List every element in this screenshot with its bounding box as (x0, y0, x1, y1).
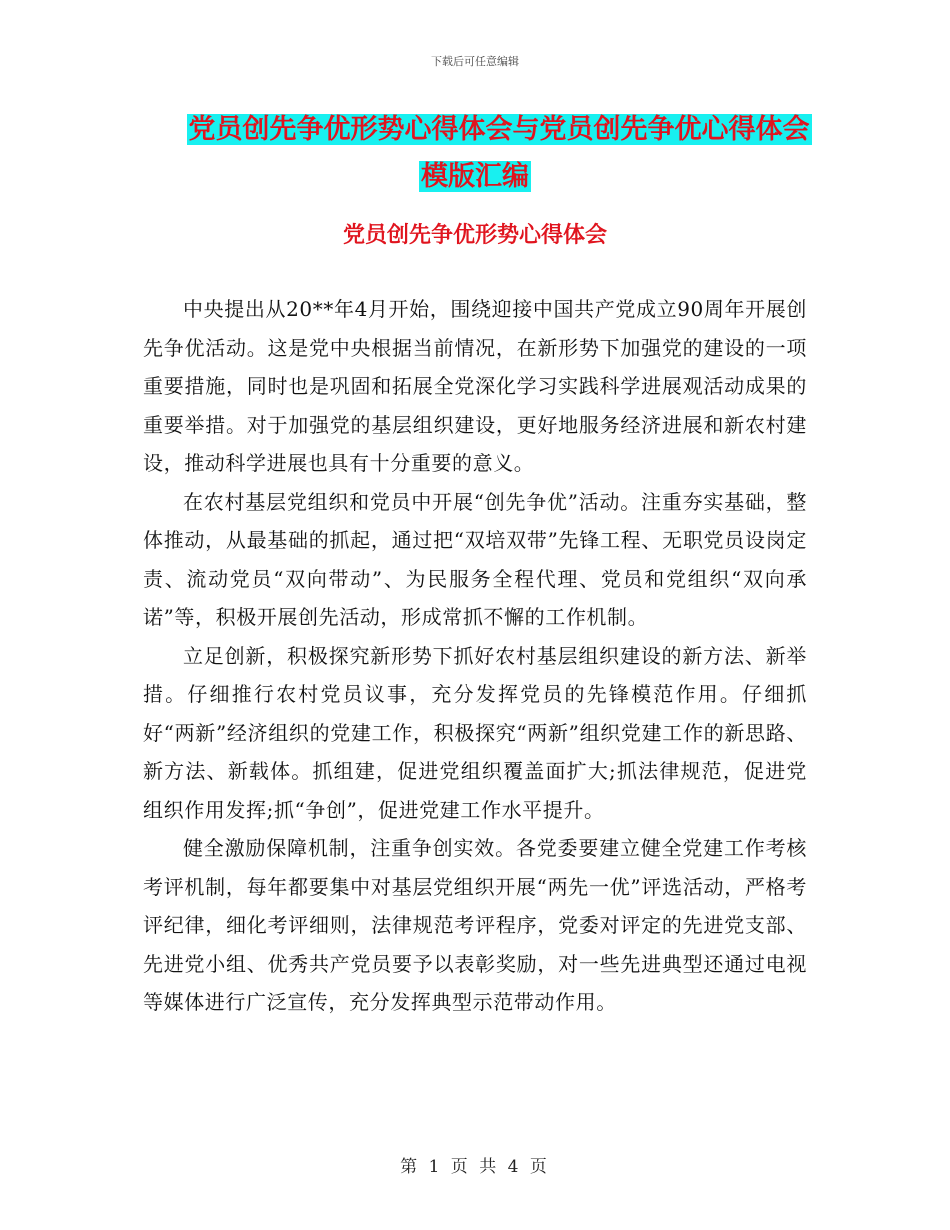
body-paragraph: 中央提出从20**年4月开始，围绕迎接中国共产党成立90周年开展创先争优活动。这是党中央根据当前情况，在新形势下加强党的建设的一项重要措施，同时也是巩固和拓展全党深化学习实践科学进展观活动成果的重要举措。对于加强党的基层组织建设，更好地服务经济进展和新农村建设，推动科学进展也具有十分重要的意义。 (143, 297, 807, 475)
page-number-footer: 第 1 页 共 4 页 (400, 1157, 550, 1177)
document-title-line-1 (24, 106, 950, 153)
page-header-note: 下载后可任意编辑 (431, 55, 519, 68)
body-paragraph: 立足创新，积极探究新形势下抓好农村基层组织建设的新方法、新举措。仔细推行农村党员议事，充分发挥党员的先锋模范作用。仔细抓好“两新”经济组织的党建工作，积极探究“两新”组织党建工作的新思路、新方法、新载体。抓组建，促进党组织覆盖面扩大;抓法律规范，促进党组织作用发挥;抓“争创”，促进党建工作水平提升。 (143, 643, 807, 822)
document-title-line-2 (0, 153, 950, 200)
section-title: 党员创先争优形势心得体会 (342, 223, 607, 248)
body-paragraph: 健全激励保障机制，注重争创实效。各党委要建立健全党建工作考核考评机制，每年都要集中对基层党组织开展“两先一优”评选活动，严格考评纪律，细化考评细则，法律规范考评程序，党委对评定的先进党支部、先进党小组、优秀共产党员要予以表彰奖励，对一些先进典型还通过电视等媒体进行广泛宣传，充分发挥典型示范带动作用。 (143, 836, 807, 1014)
body-paragraph: 在农村基层党组织和党员中开展“创先争优”活动。注重夯实基础，整体推动，从最基础的抓起，通过把“双培双带”先锋工程、无职党员设岗定责、流动党员“双向带动”、为民服务全程代理、党员和党组织“双向承诺”等，积极开展创先活动，形成常抓不懈的工作机制。 (143, 489, 807, 629)
document-body (143, 290, 807, 1022)
document-title (0, 106, 950, 200)
title-highlight: 党员创先争优形势心得体会与党员创先争优心得体会 (188, 114, 810, 145)
title-highlight: 模版汇编 (421, 161, 529, 192)
